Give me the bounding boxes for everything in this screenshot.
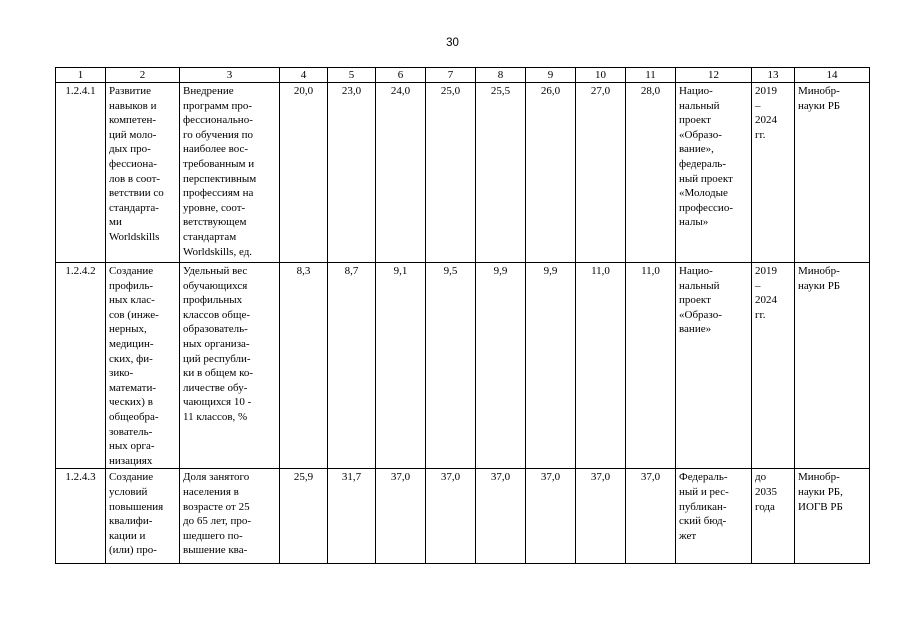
measure-cell-line: лов в соот- [109, 172, 161, 185]
indicator-cell-line: чающихся 10 - [183, 396, 252, 409]
header-cell: 2 [106, 68, 180, 83]
executor-cell [795, 83, 870, 263]
source-cell [676, 263, 752, 469]
measure-cell-line: (или) про- [109, 544, 157, 557]
source-cell-line: вание», [679, 143, 714, 156]
measure-cell [106, 469, 180, 564]
row-code: 1.2.4.3 [56, 469, 106, 564]
indicator-cell-line: образователь- [183, 323, 248, 336]
value-cell: 8,7 [328, 263, 376, 469]
indicator-cell-line: программ про- [183, 99, 253, 112]
indicator-cell-line: обучающихся [183, 279, 248, 292]
source-cell-line: ный и рес- [679, 485, 729, 498]
value-cell: 9,9 [476, 263, 526, 469]
indicator-cell-line: стандартам [183, 230, 237, 243]
value-cell: 9,1 [376, 263, 426, 469]
indicator-cell-line: ций республи- [183, 352, 251, 365]
header-cell: 12 [676, 68, 752, 83]
table-row [56, 263, 870, 469]
indicator-cell-line: профессиям на [183, 187, 254, 200]
period-cell-line: гг. [755, 128, 766, 141]
indicator-cell-line: требованным и [183, 157, 255, 170]
executor-cell-line: ИОГВ РБ [798, 500, 843, 513]
measure-cell-line: ных орга- [109, 440, 155, 453]
value-cell: 9,5 [426, 263, 476, 469]
measure-cell-line: ми [109, 216, 122, 229]
value-cell: 9,9 [526, 263, 576, 469]
period-cell-line: – [755, 279, 761, 292]
header-cell: 13 [752, 68, 795, 83]
value-cell: 37,0 [476, 469, 526, 564]
source-cell-line: вание» [679, 323, 712, 336]
value-cell: 26,0 [526, 83, 576, 263]
value-cell: 37,0 [376, 469, 426, 564]
indicator-cell-line: ветствующем [183, 216, 247, 229]
value-cell: 25,5 [476, 83, 526, 263]
header-cell: 3 [180, 68, 280, 83]
source-cell-line: «Молодые [679, 187, 728, 200]
measure-cell-line: ческих) в [109, 396, 153, 409]
table-row [56, 83, 870, 263]
indicator-cell [180, 469, 280, 564]
source-cell-line: «Образо- [679, 128, 722, 141]
indicator-cell-line: ных организа- [183, 337, 250, 350]
row-code: 1.2.4.2 [56, 263, 106, 469]
value-cell: 20,0 [280, 83, 328, 263]
value-cell: 24,0 [376, 83, 426, 263]
executor-cell-line: Минобр- [798, 471, 840, 484]
measure-cell-line: повышения [109, 500, 164, 513]
period-cell-line: – [755, 99, 761, 112]
indicator-cell-line: возрасте от 25 [183, 500, 250, 513]
source-cell-line: проект [679, 294, 711, 307]
period-cell-line: 2019 [755, 265, 777, 277]
value-cell: 37,0 [426, 469, 476, 564]
measure-cell-line: компетен- [109, 114, 157, 127]
period-cell-line: 2035 [755, 485, 777, 498]
source-cell-line: ный проект [679, 172, 733, 185]
measure-cell-line: ных клас- [109, 294, 155, 307]
period-cell-line: 2019 [755, 85, 777, 97]
measure-cell-line: ветствии со [109, 187, 164, 200]
measure-cell-line: квалифи- [109, 515, 153, 528]
executor-cell [795, 263, 870, 469]
indicator-cell-line: го обучения по [183, 128, 254, 141]
header-cell: 5 [328, 68, 376, 83]
source-cell-line: Федераль- [679, 471, 728, 484]
measure-cell-line: кации и [109, 529, 146, 542]
indicator-cell-line: шедшего по- [183, 529, 243, 542]
source-cell-line: проект [679, 114, 711, 127]
measure-cell-line: профиль- [109, 279, 154, 292]
measure-cell-line: общеобра- [109, 410, 159, 423]
source-cell-line: жет [679, 529, 697, 542]
header-cell: 9 [526, 68, 576, 83]
value-cell: 31,7 [328, 469, 376, 564]
indicator-cell-line: перспективным [183, 172, 257, 185]
period-cell [752, 83, 795, 263]
header-cell: 14 [795, 68, 870, 83]
executor-cell-line: науки РБ, [798, 485, 843, 498]
period-cell-line: 2024 [755, 294, 777, 307]
measure-cell-line: Создание [109, 265, 154, 277]
indicator-cell-line: до 65 лет, про- [183, 515, 251, 528]
measure-cell-line: фессиона- [109, 157, 157, 170]
measure-cell-line: нерных, [109, 323, 147, 336]
measure-cell [106, 263, 180, 469]
measure-cell-line: медицин- [109, 337, 154, 350]
indicator-cell-line: Удельный вес [183, 265, 248, 277]
measure-cell-line: стандарта- [109, 201, 159, 214]
executor-cell-line: Минобр- [798, 265, 840, 277]
source-cell-line: публикан- [679, 500, 727, 513]
executor-cell [795, 469, 870, 564]
indicator-cell-line: Worldskills, ед. [183, 245, 253, 258]
indicator-cell-line: классов обще- [183, 308, 251, 321]
source-cell-line: нальный [679, 279, 720, 292]
source-cell-line: Нацио- [679, 265, 713, 277]
row-code: 1.2.4.1 [56, 83, 106, 263]
page-number: 30 [446, 37, 459, 49]
indicator-cell-line: фессионально- [183, 114, 253, 127]
indicator-cell-line: Внедрение [183, 85, 234, 97]
indicator-cell-line: населения в [183, 485, 239, 498]
period-cell-line: 2024 [755, 114, 777, 127]
header-cell: 1 [56, 68, 106, 83]
indicator-cell-line: вышение ква- [183, 544, 248, 557]
header-cell: 7 [426, 68, 476, 83]
value-cell: 37,0 [526, 469, 576, 564]
source-cell-line: Нацио- [679, 85, 713, 97]
indicator-cell [180, 263, 280, 469]
period-cell-line: до [755, 471, 767, 484]
value-cell: 37,0 [626, 469, 676, 564]
measure-cell-line: сов (инже- [109, 308, 159, 321]
indicator-cell-line: Доля занятого [183, 471, 250, 484]
source-cell-line: профессио- [679, 201, 733, 214]
header-cell: 11 [626, 68, 676, 83]
measure-cell [106, 83, 180, 263]
indicator-cell-line: наиболее вос- [183, 143, 249, 156]
measure-cell-line: низациях [109, 454, 153, 467]
measure-cell-line: математи- [109, 381, 157, 394]
source-cell-line: ский бюд- [679, 515, 727, 528]
measure-cell-line: ских, фи- [109, 352, 153, 365]
value-cell: 27,0 [576, 83, 626, 263]
header-cell: 4 [280, 68, 328, 83]
measure-cell-line: навыков и [109, 99, 157, 112]
measure-cell-line: Развитие [109, 85, 152, 97]
measure-cell-line: дых про- [109, 143, 151, 156]
measure-cell-line: условий [109, 485, 148, 498]
value-cell: 11,0 [626, 263, 676, 469]
period-cell-line: гг. [755, 308, 766, 321]
header-cell: 6 [376, 68, 426, 83]
indicator-cell [180, 83, 280, 263]
source-cell-line: нальный [679, 99, 720, 112]
value-cell: 28,0 [626, 83, 676, 263]
source-cell [676, 83, 752, 263]
measure-cell-line: ций моло- [109, 128, 157, 141]
source-cell-line: «Образо- [679, 308, 722, 321]
period-cell-line: года [755, 500, 775, 513]
value-cell: 25,9 [280, 469, 328, 564]
measure-cell-line: Worldskills [109, 230, 160, 243]
measure-cell-line: зователь- [109, 425, 153, 438]
indicators-table [55, 67, 870, 564]
measure-cell-line: зико- [109, 367, 134, 380]
indicator-cell-line: 11 классов, % [183, 410, 248, 423]
source-cell [676, 469, 752, 564]
value-cell: 37,0 [576, 469, 626, 564]
value-cell: 11,0 [576, 263, 626, 469]
period-cell [752, 263, 795, 469]
header-cell: 10 [576, 68, 626, 83]
value-cell: 25,0 [426, 83, 476, 263]
header-row [56, 68, 870, 83]
executor-cell-line: Минобр- [798, 85, 840, 97]
indicator-cell-line: ки в общем ко- [183, 367, 254, 380]
header-cell: 8 [476, 68, 526, 83]
period-cell [752, 469, 795, 564]
value-cell: 8,3 [280, 263, 328, 469]
measure-cell-line: Создание [109, 471, 154, 484]
executor-cell-line: науки РБ [798, 99, 841, 112]
indicator-cell-line: уровне, соот- [183, 201, 246, 214]
executor-cell-line: науки РБ [798, 279, 841, 292]
source-cell-line: федераль- [679, 157, 726, 170]
indicator-cell-line: профильных [183, 294, 243, 307]
value-cell: 23,0 [328, 83, 376, 263]
table-row [56, 469, 870, 564]
indicator-cell-line: личестве обу- [183, 381, 248, 394]
source-cell-line: налы» [679, 216, 709, 229]
